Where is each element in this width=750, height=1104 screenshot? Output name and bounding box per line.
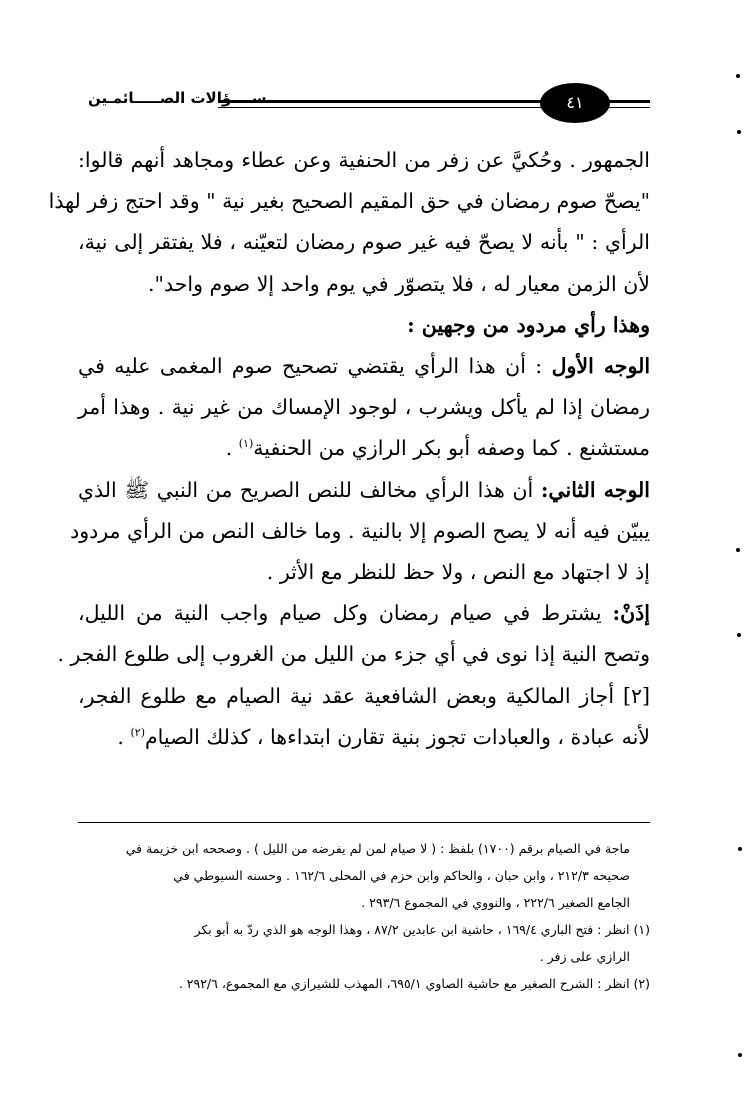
text-line: إذ لا اجتهاد مع النص ، ولا حظ للنظر مع الأثر . xyxy=(266,560,650,585)
text-span: أن هذا الرأي مخالف للنص الصريح من النبي ﷺ الذي xyxy=(78,477,541,502)
marker-2-end-line xyxy=(78,717,650,758)
marker-2-line xyxy=(78,676,650,717)
scan-speck xyxy=(738,1053,742,1057)
first-aspect-end-line xyxy=(78,428,650,469)
text-line: الرأي : " بأنه لا يصحّ فيه غير صوم رمضان لتعيّنه ، فلا يفتقر إلى نية، xyxy=(78,230,650,255)
text-line: "يصحّ صوم رمضان في حق المقيم الصحيح بغير نية " وقد احتج زفر لهذا xyxy=(48,189,650,214)
text-line: وتصح النية إذا نوى في أي جزء من الليل من الغروب إلى طلوع الفجر . xyxy=(57,642,650,667)
footnote-line: الرازي على زفر . xyxy=(539,949,630,964)
text-span: لأنه عبادة ، والعبادات تجوز بنية تقارن ابتداءها ، كذلك الصيام xyxy=(144,724,650,749)
text-line: رمضان إذا لم يأكل ويشرب ، لوجود الإمساك من غير نية . وهذا أمر xyxy=(78,395,650,420)
footnote-line: صحيحه ٢١٢/٣ ، وابن حبان ، والحاكم وابن حزم في المحلى ١٦٢/٦ . وحسنه السيوطي في xyxy=(173,868,630,883)
footnote-line: الجامع الصغير ٢٢٢/٦ ، والنووي في المجموع ٢٩٣/٦ . xyxy=(361,895,630,910)
footnote-line: ماجة في الصيام برقم (١٧٠٠) بلفظ : ( لا صيام لمن لم يفرضه من الليل ) . وصححه ابن خزيمة في xyxy=(125,841,630,856)
text-span: . xyxy=(117,724,131,749)
section-heading: وهذا رأي مردود من وجهين : xyxy=(407,312,650,337)
scan-speck xyxy=(737,130,741,134)
first-aspect-line xyxy=(78,346,650,387)
footnote-1: (١) انظر : فتح الباري ١٦٩/٤ ، حاشية ابن عابدين ٨٧/٢ ، وهذا الوجه هو الذي ردّ به أبو بكر xyxy=(194,922,650,937)
text-span: مستشنع . كما وصفه أبو بكر الرازي من الحنفية xyxy=(253,436,650,461)
text-span: . xyxy=(225,436,239,461)
second-aspect-line xyxy=(78,470,650,511)
footnote-ref[interactable]: (١) xyxy=(238,437,254,451)
footnote-ref[interactable]: (٢) xyxy=(130,726,145,740)
footnote-separator xyxy=(78,822,650,823)
running-title: ســــؤالات الصـــــائمـين xyxy=(88,89,267,107)
bracket-marker: [٢] xyxy=(622,683,650,708)
text-span: يشترط في صيام رمضان وكل صيام واجب النية من الليل، xyxy=(78,601,613,626)
text-line: الجمهور . وحُكيَّ عن زفر من الحنفية وعن عطاء ومجاهد أنهم قالوا: xyxy=(78,148,650,172)
text-span: : أن هذا الرأي يقتضي تصحيح صوم المغمى عليه في xyxy=(78,354,552,379)
scan-speck xyxy=(736,74,740,78)
main-text xyxy=(48,140,651,758)
text-line: يبيّن فيه أنه لا يصح الصوم إلا بالنية . وما خالف النص من الرأي مردود xyxy=(70,518,650,543)
text-span: أجاز المالكية وبعض الشافعية عقد نية الصيام مع طلوع الفجر، xyxy=(78,683,623,708)
footnotes xyxy=(95,835,650,997)
text-line: لأن الزمن معيار له ، فلا يتصوّر في يوم واحد إلا صوم واحد". xyxy=(148,271,650,296)
scan-speck xyxy=(736,548,740,552)
scan-speck xyxy=(737,633,741,637)
scan-speck xyxy=(738,847,742,851)
therefore-line xyxy=(78,593,650,634)
page-number-badge: ٤١ xyxy=(540,83,610,123)
footnote-2: (٢) انظر : الشرح الصغير مع حاشية الصاوي ٦٩٥/١، المهذب للشيرازي مع المجموع، ٢٩٢/٦ . xyxy=(178,976,650,991)
therefore-label: إذَنْ: xyxy=(612,601,650,626)
second-aspect-label: الوجه الثاني: xyxy=(540,477,650,502)
first-aspect-label: الوجه الأول xyxy=(551,354,651,379)
